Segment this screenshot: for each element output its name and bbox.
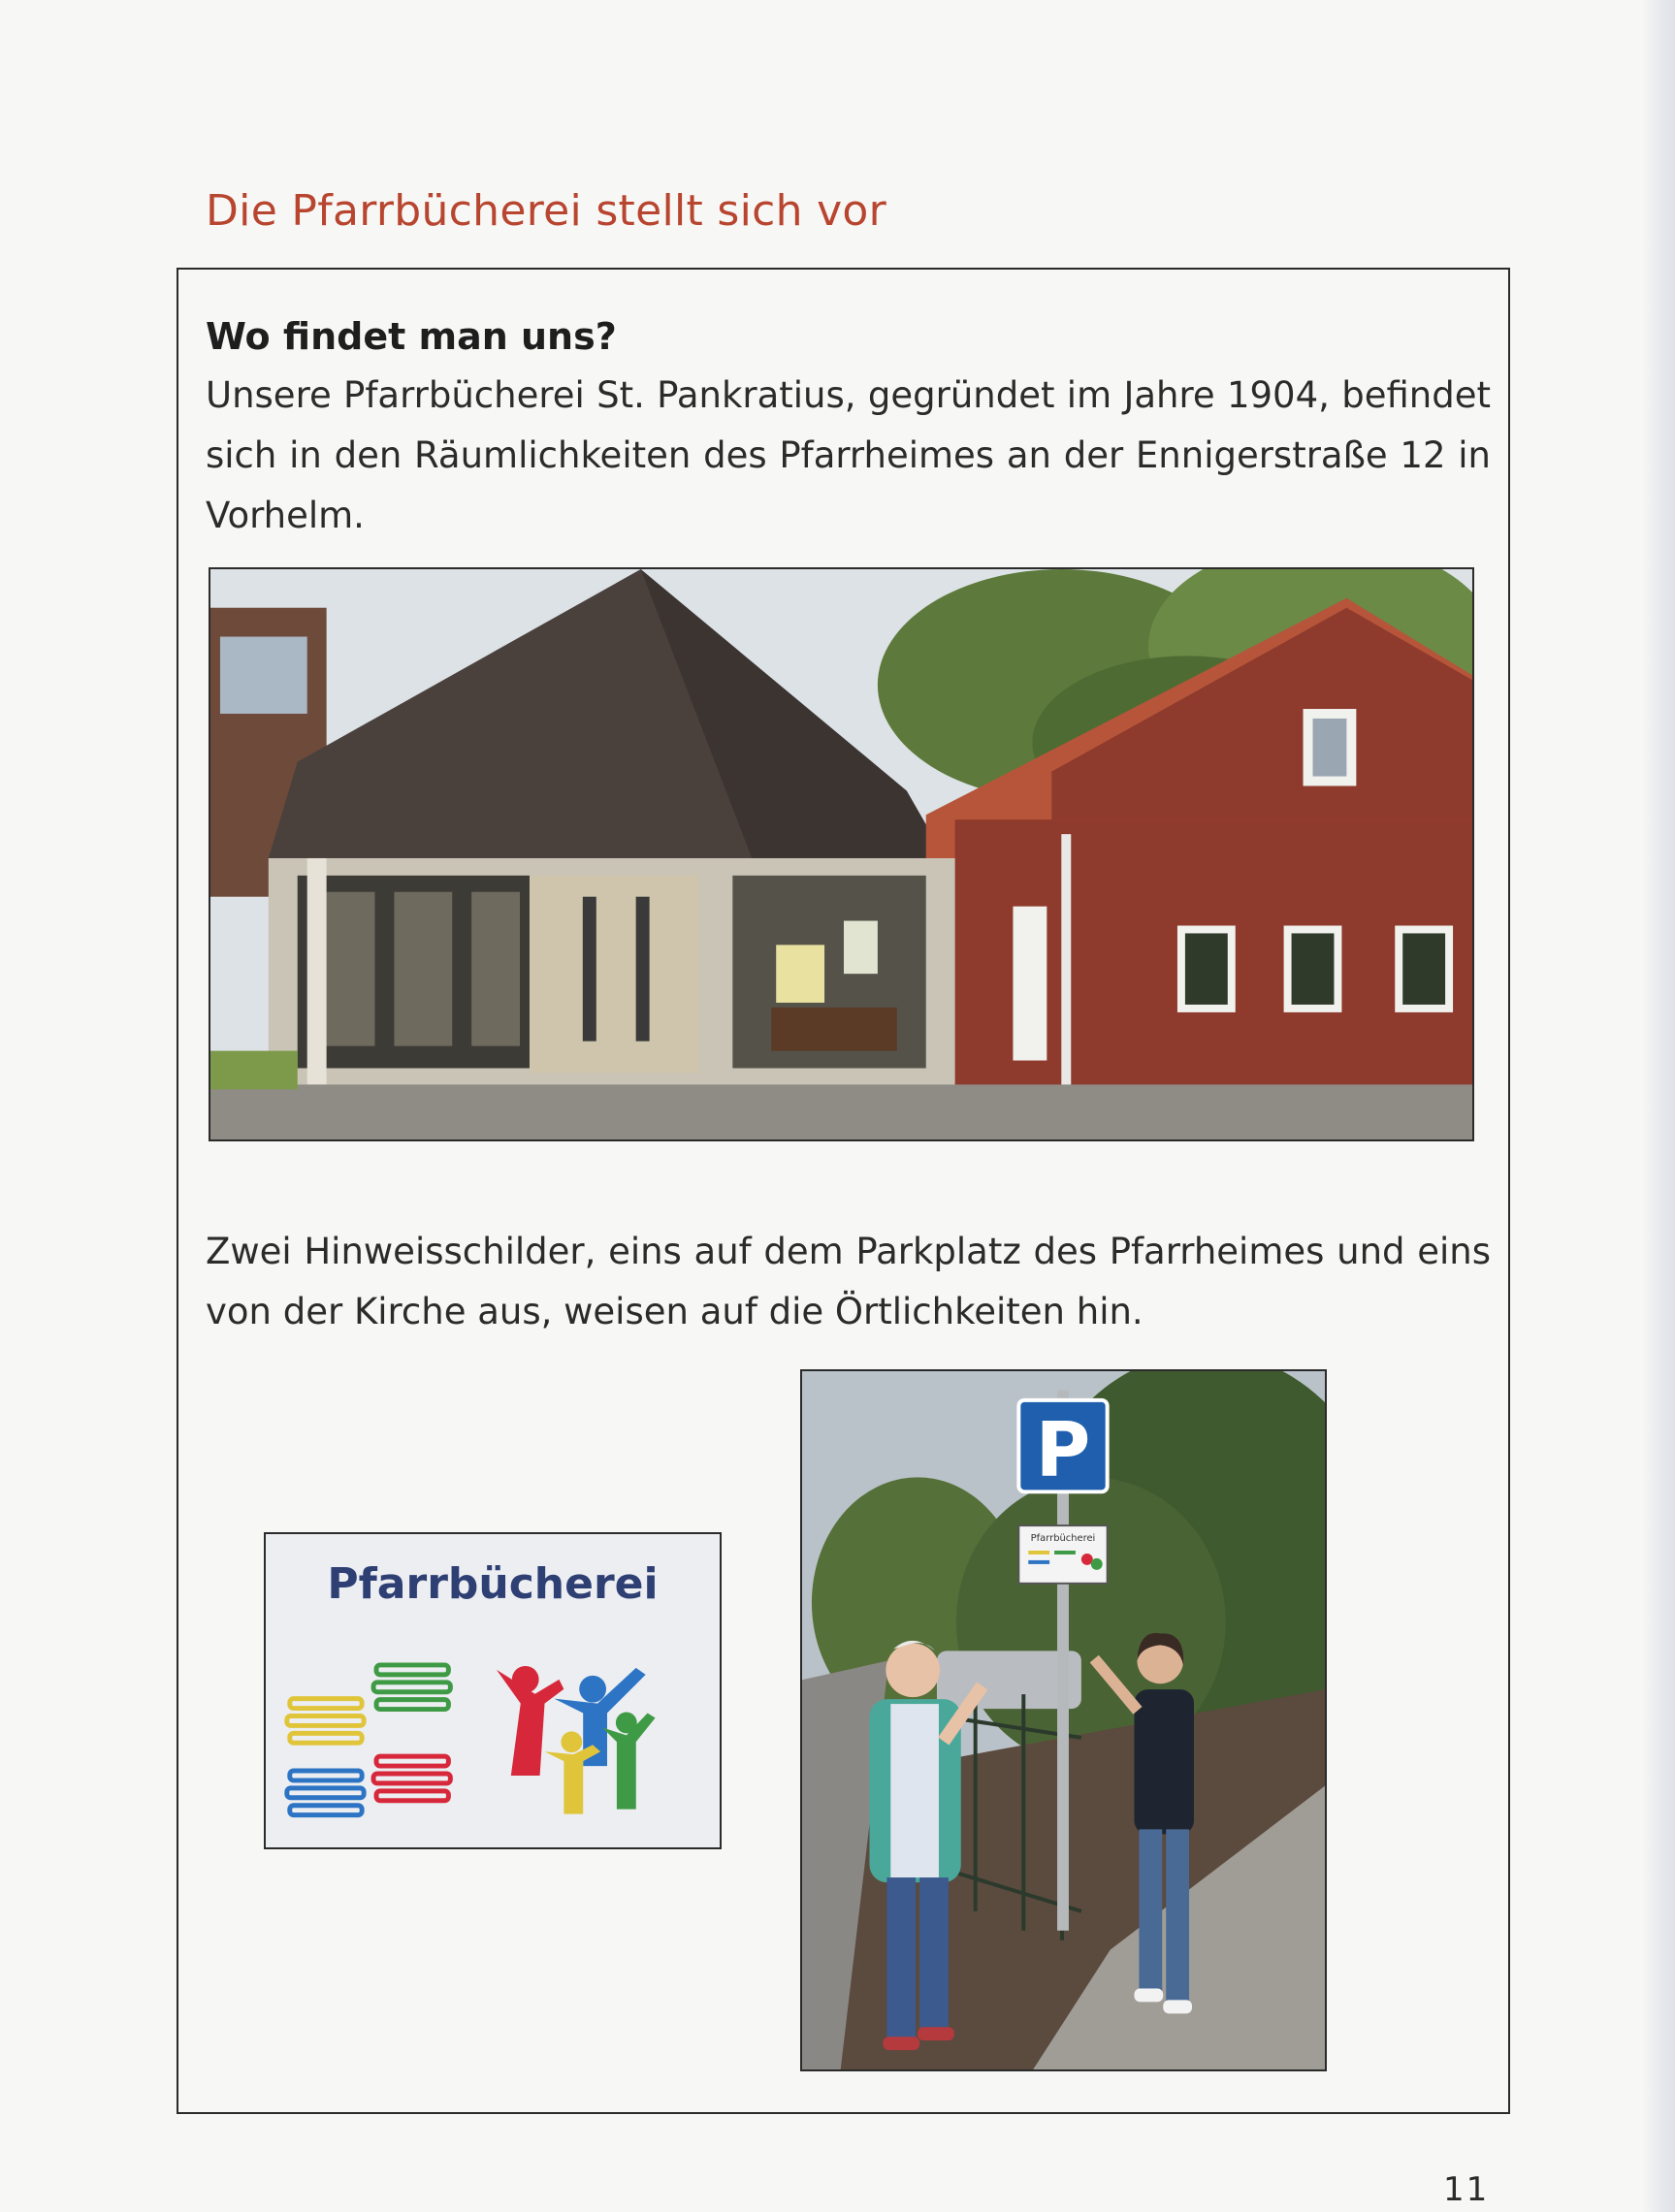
building-photo	[209, 567, 1474, 1141]
small-sign-label: Pfarrbücherei	[1030, 1533, 1096, 1545]
building-illustration	[210, 569, 1472, 1139]
parking-letter: P	[1035, 1406, 1091, 1494]
location-paragraph: Unsere Pfarrbücherei St. Pankratius, gegründet im Jahre 1904, befindet sich in den Räumlichkeiten des Pfarrheimes an der Ennigerstraße 12 in Vorhelm.	[206, 374, 1491, 536]
page-edge-shadow	[1642, 0, 1675, 2212]
page-number: 11	[1443, 2170, 1490, 2209]
section-title: Die Pfarrbücherei stellt sich vor	[206, 186, 887, 236]
signs-paragraph: Zwei Hinweisschilder, eins auf dem Parkplatz des Pfarrheimes und eins von der Kirche aus, weisen auf die Örtlichkeiten hin.	[206, 1231, 1491, 1332]
parking-sign-photo	[800, 1369, 1327, 2071]
library-sign-title: Pfarrbücherei	[327, 1559, 659, 1609]
parking-sign-illustration	[802, 1371, 1325, 2069]
library-sign-logo	[266, 1617, 720, 1849]
family-figures-icon	[497, 1666, 656, 1814]
library-sign-photo	[264, 1532, 722, 1849]
location-heading: Wo findet man uns?	[206, 315, 617, 358]
book-stack-icon	[287, 1665, 451, 1815]
